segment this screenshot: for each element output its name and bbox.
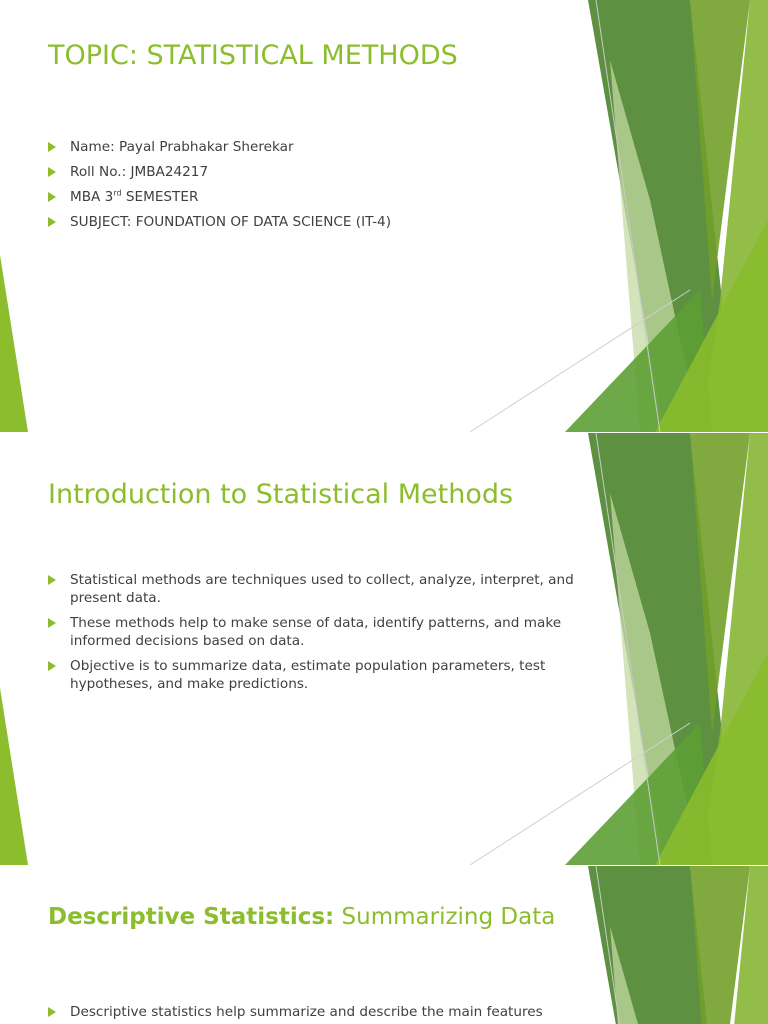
slide-3 bbox=[0, 866, 768, 1024]
triangle-bullet-icon bbox=[48, 661, 56, 671]
list-item: SUBJECT: FOUNDATION OF DATA SCIENCE (IT-4) bbox=[48, 213, 578, 231]
triangle-bullet-icon bbox=[48, 217, 56, 227]
list-item: Roll No.: JMBA24217 bbox=[48, 163, 578, 181]
bullet-list bbox=[48, 571, 578, 700]
slide-title: TOPIC: STATISTICAL METHODS bbox=[48, 40, 458, 71]
triangle-bullet-icon bbox=[48, 1007, 56, 1017]
slide-2 bbox=[0, 433, 768, 865]
triangle-bullet-icon bbox=[48, 167, 56, 177]
bullet-list bbox=[48, 1003, 578, 1024]
list-item: Statistical methods are techniques used to collect, analyze, interpret, and present data. bbox=[48, 571, 578, 607]
slide-title: Descriptive Statistics: Summarizing Data bbox=[48, 904, 556, 930]
list-item: Descriptive statistics help summarize and describe the main features bbox=[48, 1003, 578, 1021]
slide-1 bbox=[0, 0, 768, 432]
triangle-bullet-icon bbox=[48, 192, 56, 202]
triangle-bullet-icon bbox=[48, 142, 56, 152]
slide-title: Introduction to Statistical Methods bbox=[48, 479, 514, 510]
slide-decoration bbox=[0, 866, 768, 1024]
list-item: Objective is to summarize data, estimate population parameters, test hypotheses, and make predictions. bbox=[48, 657, 578, 693]
list-item: Name: Payal Prabhakar Sherekar bbox=[48, 138, 578, 156]
list-item: These methods help to make sense of data, identify patterns, and make informed decisions based on data. bbox=[48, 614, 578, 650]
list-item: MBA 3rd SEMESTER bbox=[48, 188, 578, 206]
triangle-bullet-icon bbox=[48, 618, 56, 628]
bullet-list bbox=[48, 138, 578, 238]
triangle-bullet-icon bbox=[48, 575, 56, 585]
